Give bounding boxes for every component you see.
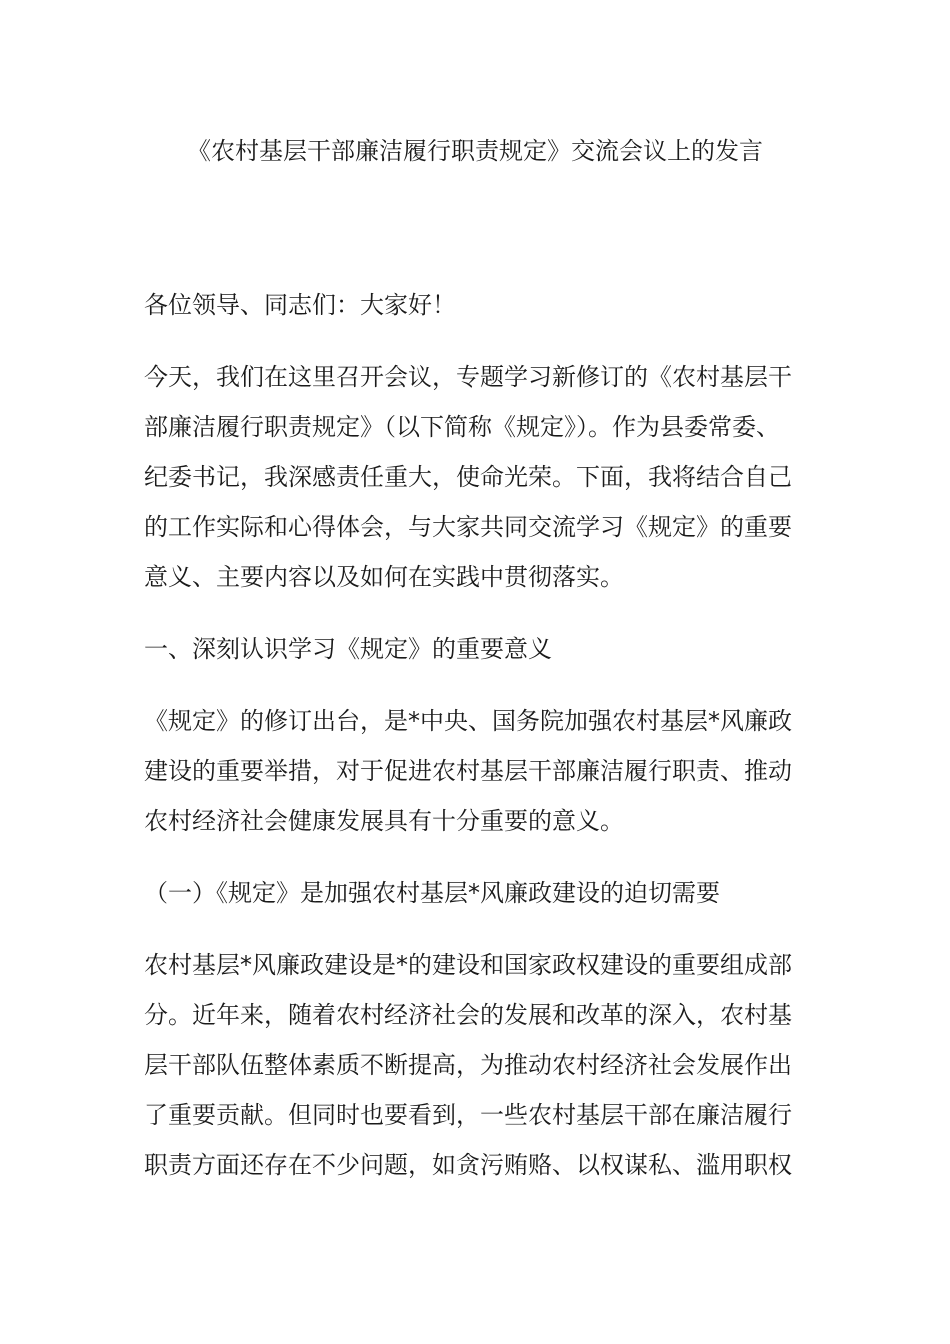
- text-line: 分。近年来，随着农村经济社会的发展和改革的深入，农村基: [144, 1001, 792, 1029]
- body-paragraph: [144, 696, 924, 846]
- body-paragraph: [144, 940, 924, 1190]
- text-line: 层干部队伍整体素质不断提高，为推动农村经济社会发展作出: [144, 1051, 792, 1079]
- text-line: （一）《规定》是加强农村基层*风廉政建设的迫切需要: [144, 879, 720, 907]
- text-line: 的工作实际和心得体会，与大家共同交流学习《规定》的重要: [144, 513, 792, 541]
- text-line: 农村基层*风廉政建设是*的建设和国家政权建设的重要组成部: [144, 951, 792, 979]
- text-line: 纪委书记，我深感责任重大，使命光荣。下面，我将结合自己: [144, 463, 792, 491]
- subsection-heading: [144, 868, 924, 918]
- document-title: 《农村基层干部廉洁履行职责规定》交流会议上的发言: [187, 137, 763, 165]
- intro-paragraph: [144, 352, 924, 602]
- text-line: 意义、主要内容以及如何在实践中贯彻落实。: [144, 563, 624, 591]
- text-line: 今天，我们在这里召开会议，专题学习新修订的《农村基层干: [144, 363, 792, 391]
- salutation: [144, 280, 924, 330]
- text-line: 部廉洁履行职责规定》（以下简称《规定》）。作为县委常委、: [144, 413, 780, 441]
- text-line: 各位领导、同志们：大家好！: [144, 291, 456, 319]
- text-line: 一、深刻认识学习《规定》的重要意义: [144, 635, 552, 663]
- section-heading: [144, 624, 924, 674]
- text-line: 职责方面还存在不少问题，如贪污贿赂、以权谋私、滥用职权: [144, 1151, 792, 1179]
- text-line: 农村经济社会健康发展具有十分重要的意义。: [144, 807, 624, 835]
- document-body: [144, 280, 924, 1212]
- text-line: 《规定》的修订出台，是*中央、国务院加强农村基层*风廉政: [144, 707, 792, 735]
- text-line: 建设的重要举措，对于促进农村基层干部廉洁履行职责、推动: [144, 757, 792, 785]
- text-line: 了重要贡献。但同时也要看到，一些农村基层干部在廉洁履行: [144, 1101, 792, 1129]
